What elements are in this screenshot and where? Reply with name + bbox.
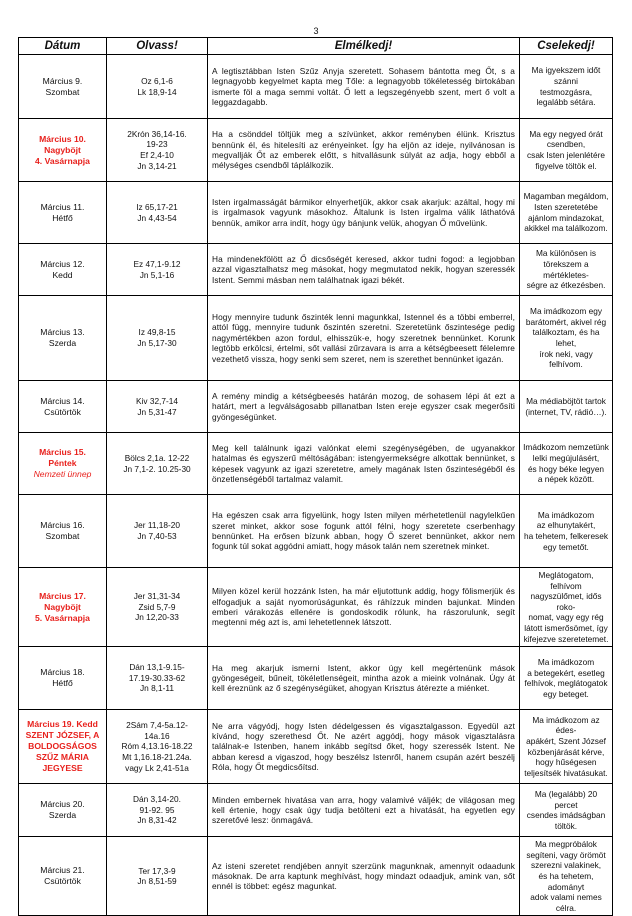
action-line: egy temetőt.: [543, 541, 589, 552]
table-row: [19, 784, 613, 837]
action-cell: [520, 182, 613, 244]
reading-line: Jn 12,20-33: [135, 612, 179, 623]
action-line: Imádkozom nemzetünk: [523, 442, 609, 453]
date-cell: [19, 244, 107, 296]
action-cell: [520, 296, 613, 381]
reflection-cell: Milyen közel kerül hozzánk Isten, ha már eljutottunk addig, hogy fölismerjük és elfogadjuk a saját nyomorúságunkat, és ráhízzuk minden bajunkat. Minden emberi várakozás ellenére is gondoskodik rólunk, ha rászorulunk, segít megtenni még azt is, ami lehetetlennek látszott.: [208, 568, 520, 647]
action-line: Magamban megáldom,: [523, 191, 609, 202]
header-act: Cselekedj!: [520, 38, 613, 55]
action-line: testmozgásra,: [539, 86, 593, 97]
action-line: csak Isten jelenlétére: [527, 150, 605, 160]
reading-line: Ef 2,4-10: [140, 150, 174, 160]
feast-line: 4. Vasárnapja: [35, 155, 90, 166]
reading-cell: [107, 182, 208, 244]
reading-line: Jn 5,31-47: [137, 406, 177, 417]
day-line: Szerda: [48, 338, 77, 348]
action-line: (internet, TV, rádió…).: [525, 406, 607, 417]
reflection-cell: Ha mindenekfölött az Ő dicsőségét keresed, akkor tudni fogod: a legjobban azzal vigasztalhatsz meg másokat, hogy megmutatod nekik, hogyan szeressék Istent. Semmi másban nem találhatnak igazi békét.: [208, 244, 520, 296]
date-line: Március 17.: [39, 590, 86, 601]
feast-line: SZENT JÓZSEF, A: [25, 730, 100, 741]
action-line: ségre az étkezésben.: [526, 280, 606, 291]
reflection-cell: Meg kell találnunk igazi valónkat elemi szegénységében, de ugyanakkor hatalmas és egyszerű méltóságában: istengyermekségre alkottak bennünket, s képesek vagyunk az igazi szeretetre, amely magának Isten őszinteségéből és önzetlenségéből tartalmaz valamit.: [208, 433, 520, 495]
table-row: [19, 119, 613, 182]
reading-line: Jn 5,1-16: [139, 269, 175, 280]
action-line: a betegekért, esetleg: [527, 667, 605, 678]
action-line: Ma különösen is: [536, 248, 596, 259]
reading-line: Mt 1,16.18-21.24a.: [122, 751, 192, 762]
day-line: Péntek: [48, 458, 77, 468]
reading-line: 2Krón 36,14-16.: [127, 128, 187, 139]
reflection-cell: Minden embernek hivatása van arra, hogy valamivé váljék; de világosan meg kell értenie, hogy csak úgy tudja betölteni ezt a hivatását, ha egyetlen egy szeretővé lesz: önmagává.: [208, 784, 520, 837]
header-date: Dátum: [19, 38, 107, 55]
reading-line: Kiv 32,7-14: [136, 395, 178, 406]
reading-line: 14a.16: [144, 730, 170, 741]
action-line: adok valami nemes célra.: [530, 892, 602, 913]
date-line: Március 18.: [40, 667, 85, 678]
action-line: felhívok, meglátogatok: [524, 678, 608, 689]
feast-line: Nagyböjt: [44, 601, 81, 612]
date-cell: [19, 568, 107, 647]
reading-cell: [107, 433, 208, 495]
reading-line: 19-23: [146, 139, 168, 150]
reflection-cell: Ha egészen csak arra figyelünk, hogy Isten milyen mérhetetlenül nagylelkűen szeret minket, akkor sose fogunk attól félni, hogy szeretete cserbenhagy bennünket. Ha erősen bízunk abban, hogy Ő szeret bennünket, akkor nem fogunk túl sokat aggódni amiatt, hogy mások talán nem szeretnek minket.: [208, 495, 520, 568]
day-line: Hétfő: [52, 678, 73, 689]
reading-line: Dán 13,1-9.15-: [129, 662, 185, 673]
action-cell: [520, 433, 613, 495]
action-line: Ma imádkozom egy: [530, 306, 602, 317]
day-line: Csütörtök: [44, 876, 81, 887]
action-line: nomat, vagy egy rég: [528, 612, 604, 623]
table-row: [19, 182, 613, 244]
reading-line: Jn 7,1-2. 10.25-30: [123, 463, 191, 474]
reading-cell: [107, 296, 208, 381]
reading-cell: [107, 381, 208, 433]
date-line: Március 19. Kedd: [27, 719, 98, 730]
action-line: Ma imádkozom az édes-: [532, 714, 600, 736]
action-line: találkoztam, és ha lehet,: [532, 327, 600, 348]
day-line: Csütörtök: [44, 406, 81, 417]
national-holiday-line: Nemzeti ünnep: [33, 469, 92, 479]
header-row: [19, 38, 613, 55]
reading-line: Zsid 5,7-9: [138, 601, 176, 612]
action-line: lelki megújulásért,: [532, 452, 600, 463]
action-line: Isten szeretetébe: [534, 201, 598, 212]
action-line: barátomért, akivel rég: [525, 316, 607, 327]
action-line: Ma (legalább) 20 percet: [534, 788, 598, 810]
action-cell: [520, 119, 613, 182]
date-line: Március 9.: [42, 75, 83, 86]
date-line: Március 20.: [40, 799, 85, 810]
reading-line: Jer 11,18-20: [134, 520, 180, 531]
action-line: Ma imádkozom: [537, 656, 595, 667]
action-line: Ma megpróbálok: [535, 839, 597, 850]
date-line: Március 13.: [40, 327, 85, 337]
action-line: kifejezve szeretetemet.: [523, 633, 609, 644]
date-cell: [19, 784, 107, 837]
action-line: Ma igyekszem időt szánni: [531, 65, 601, 86]
day-line: Szerda: [48, 810, 77, 821]
action-line: és hogy béke legyen: [527, 463, 605, 474]
date-line: Március 11.: [40, 201, 85, 212]
reflection-cell: Isten irgalmasságát bármikor elnyerhetjük, akkor csak akarjuk: azáltal, hogy mi is irgalmasok vagyunk másokhoz. Általunk is Isten irgalma válik láthatóvá bennük, amikor arra indít, hogy úgy bánjunk velük, ahogyan Ő művelünk.: [208, 182, 520, 244]
reflection-cell: A remény mindig a kétségbeesés határán mozog, de sohasem lépi át ezt a határt, mert a legválságosabb pillanatban Isten ereje egyszer csak megerősíti gyöngeségünket.: [208, 381, 520, 433]
action-line: törekszem a mértékletes-: [543, 258, 589, 280]
action-line: közbenjárását kérve,: [527, 746, 605, 757]
action-line: nagyszülőmet, idős roko-: [530, 591, 602, 612]
reading-line: Iz 49,8-15: [138, 327, 176, 338]
reflection-cell: Ne arra vágyódj, hogy Isten dédelgessen és vigasztalgasson. Egyedül azt kívánd, hogy szerethesd Őt. Ne azért aggódj, hogy mások vigasztalásra találnak-e Istenben, hanem inkább segítsd őket, hogy szeressék Istent. Ne abban keresd a vigaszod, hogy beszélsz Istenről, hanem csupán azért beszélj Róla, hogy Őt megdicsőítsd.: [208, 710, 520, 784]
action-cell: [520, 647, 613, 710]
reading-line: Iz 65,17-21: [136, 201, 178, 212]
reflection-cell: A legtisztábban Isten Szűz Anyja szeretett. Sohasem bántotta meg Őt, s a legnagyobb kegyelmet kapta meg Tőle: a legnagyobb tökéletesség birtokában ismerte föl a maga semmi voltát. Ő lett a legszegényebb szent, mert ő volt a leggazdagabb.: [208, 55, 520, 119]
reading-line: Ter 17,3-9: [138, 865, 176, 876]
action-line: apákért, Szent József: [526, 736, 606, 747]
date-cell: [19, 182, 107, 244]
table-row: [19, 568, 613, 647]
reading-line: Jer 31,31-34: [133, 591, 181, 602]
action-line: Meglátogatom, felhívom: [538, 570, 594, 591]
reading-cell: [107, 710, 208, 784]
action-cell: [520, 244, 613, 296]
reading-line: Oz 6,1-6: [141, 75, 173, 86]
reading-line: Jn 4,43-54: [137, 212, 177, 223]
date-cell: [19, 296, 107, 381]
action-line: írok neki, vagy felhívom.: [539, 348, 593, 370]
action-line: egy beteget.: [543, 688, 589, 699]
date-line: Március 10.: [39, 133, 86, 144]
reading-line: Róm 4,13.16-18.22: [121, 741, 193, 752]
day-line: Szombat: [45, 531, 80, 541]
feast-line: SZŰZ MÁRIA: [36, 752, 89, 763]
table-row: [19, 55, 613, 119]
lenten-calendar-table: [18, 37, 613, 916]
action-line: az elhunytakért,: [536, 520, 596, 531]
date-cell: [19, 647, 107, 710]
table-row: [19, 433, 613, 495]
reading-line: 17.19-30.33-62: [128, 672, 186, 683]
page-number: 3: [313, 26, 319, 36]
reading-line: Jn 5,17-30: [137, 338, 177, 348]
table-row: [19, 647, 613, 710]
action-line: ha tehetem, felkeresek: [524, 531, 608, 541]
date-line: Március 15.: [39, 447, 86, 457]
feast-line: 5. Vasárnapja: [35, 612, 90, 623]
action-line: akikkel ma találkozom.: [524, 223, 608, 234]
action-line: Ma egy negyed órát: [529, 128, 603, 139]
table-row: [19, 837, 613, 916]
reading-line: Jn 8,51-59: [137, 876, 177, 887]
date-line: Március 12.: [40, 258, 85, 269]
reading-line: Jn 3,14-21: [137, 160, 177, 171]
action-line: a népek között.: [537, 474, 595, 485]
date-cell: [19, 381, 107, 433]
reading-line: vagy Lk 2,41-51a: [125, 762, 189, 773]
date-cell: [19, 119, 107, 182]
action-line: és ha tehetem, adományt: [538, 870, 594, 892]
reading-cell: [107, 784, 208, 837]
date-line: Március 21.: [40, 865, 85, 876]
reading-line: Bölcs 2,1a. 12-22: [124, 452, 190, 463]
date-line: Március 14.: [40, 395, 85, 406]
header-reflect: Elmélkedj!: [208, 38, 520, 55]
table-row: [19, 244, 613, 296]
reading-cell: [107, 55, 208, 119]
action-cell: [520, 381, 613, 433]
reading-line: Lk 18,9-14: [137, 86, 177, 97]
action-line: szerezni valakinek,: [530, 860, 602, 871]
reading-cell: [107, 837, 208, 916]
action-cell: [520, 710, 613, 784]
action-line: hogy hűségesen: [535, 757, 597, 768]
reading-cell: [107, 244, 208, 296]
table-row: [19, 710, 613, 784]
feast-line: BOLDOGSÁGOS: [28, 741, 97, 752]
reading-cell: [107, 119, 208, 182]
date-cell: [19, 837, 107, 916]
day-line: Kedd: [52, 269, 73, 280]
feast-line: JEGYESE: [42, 763, 83, 774]
reflection-cell: Hogy mennyire tudunk őszinték lenni magunkkal, Istennel és a többi emberrel, attól függ, mennyire tudunk őszintén szeretni. Szeretetünk őszintesége pedig nagymértékben azon fordul, elhisszük-e, hogy szeretnek bennünket. Korunk legtöbb erkölcsi, értelmi, sőt vallási zűrzavara is arra a kétségbeesett félelemre vezethető vissza, hogy senki sem szeret, nem is szerethet bennünket igazán.: [208, 296, 520, 381]
date-line: Március 16.: [40, 520, 85, 530]
table-row: [19, 381, 613, 433]
date-cell: [19, 495, 107, 568]
header-read: Olvass!: [107, 38, 208, 55]
reflection-cell: Ha a csönddel töltjük meg a szívünket, akkor reményben élünk. Krisztus bennünk él, és hitelesíti az erényeinket. Így ha eljön az ideje, nyilvánosan is megvallják Őt az emberek előtt, s hitvallásunk súlyát az adja, hogy ebből a mélységes csendből táplálkozik.: [208, 119, 520, 182]
reading-line: Jn 8,1-11: [140, 683, 174, 694]
action-line: csendben,: [546, 139, 586, 150]
day-line: Hétfő: [52, 212, 73, 223]
table-row: [19, 296, 613, 381]
reading-line: Dán 3,14-20.: [133, 794, 181, 805]
action-line: teljesítsék hivatásukat.: [524, 767, 608, 778]
reading-line: Jn 8,31-42: [137, 815, 177, 826]
action-cell: [520, 837, 613, 916]
reflection-cell: Az isteni szeretet rendjében annyit szerzünk magunknak, amennyit odaadunk másoknak. De arra kaptunk meghívást, hogy mindazt odaadjuk, amink van, sőt ennél is többet: egész magunkat.: [208, 837, 520, 916]
action-cell: [520, 55, 613, 119]
action-line: látott ismerősömet, így: [524, 622, 608, 633]
date-cell: [19, 433, 107, 495]
table-row: [19, 495, 613, 568]
action-cell: [520, 784, 613, 837]
action-cell: [520, 495, 613, 568]
day-line: Szombat: [45, 86, 80, 97]
action-line: legalább sétára.: [536, 97, 596, 108]
reading-line: 91-92. 95: [139, 804, 175, 815]
action-line: Ma imádkozom: [537, 509, 595, 520]
action-cell: [520, 568, 613, 647]
date-cell: [19, 55, 107, 119]
reading-line: Ez 47,1-9.12: [133, 258, 181, 269]
action-line: ajánlom mindazokat,: [527, 212, 605, 223]
action-line: segíteni, vagy örömöt: [526, 849, 606, 860]
action-line: Ma médiaböjtöt tartok: [526, 395, 606, 406]
feast-line: Nagyböjt: [44, 144, 81, 155]
reading-cell: [107, 495, 208, 568]
reading-cell: [107, 647, 208, 710]
reading-line: Jn 7,40-53: [137, 531, 177, 541]
reading-line: 2Sám 7,4-5a.12-: [126, 720, 188, 731]
action-line: figyelve töltök el.: [535, 160, 597, 171]
action-line: töltök.: [554, 820, 578, 831]
date-cell: [19, 710, 107, 784]
action-line: csendes imádságban: [526, 810, 606, 821]
reflection-cell: Ha meg akarjuk ismerni Istent, akkor úgy kell megértenünk mások gyöngeségeit, bűneit, tökéletlenségeit, mintha azok a mieink volnának. Úgy át kell éreznünk az ő szegénységüket, ahogyan Krisztus átérezte a miénket.: [208, 647, 520, 710]
reading-cell: [107, 568, 208, 647]
